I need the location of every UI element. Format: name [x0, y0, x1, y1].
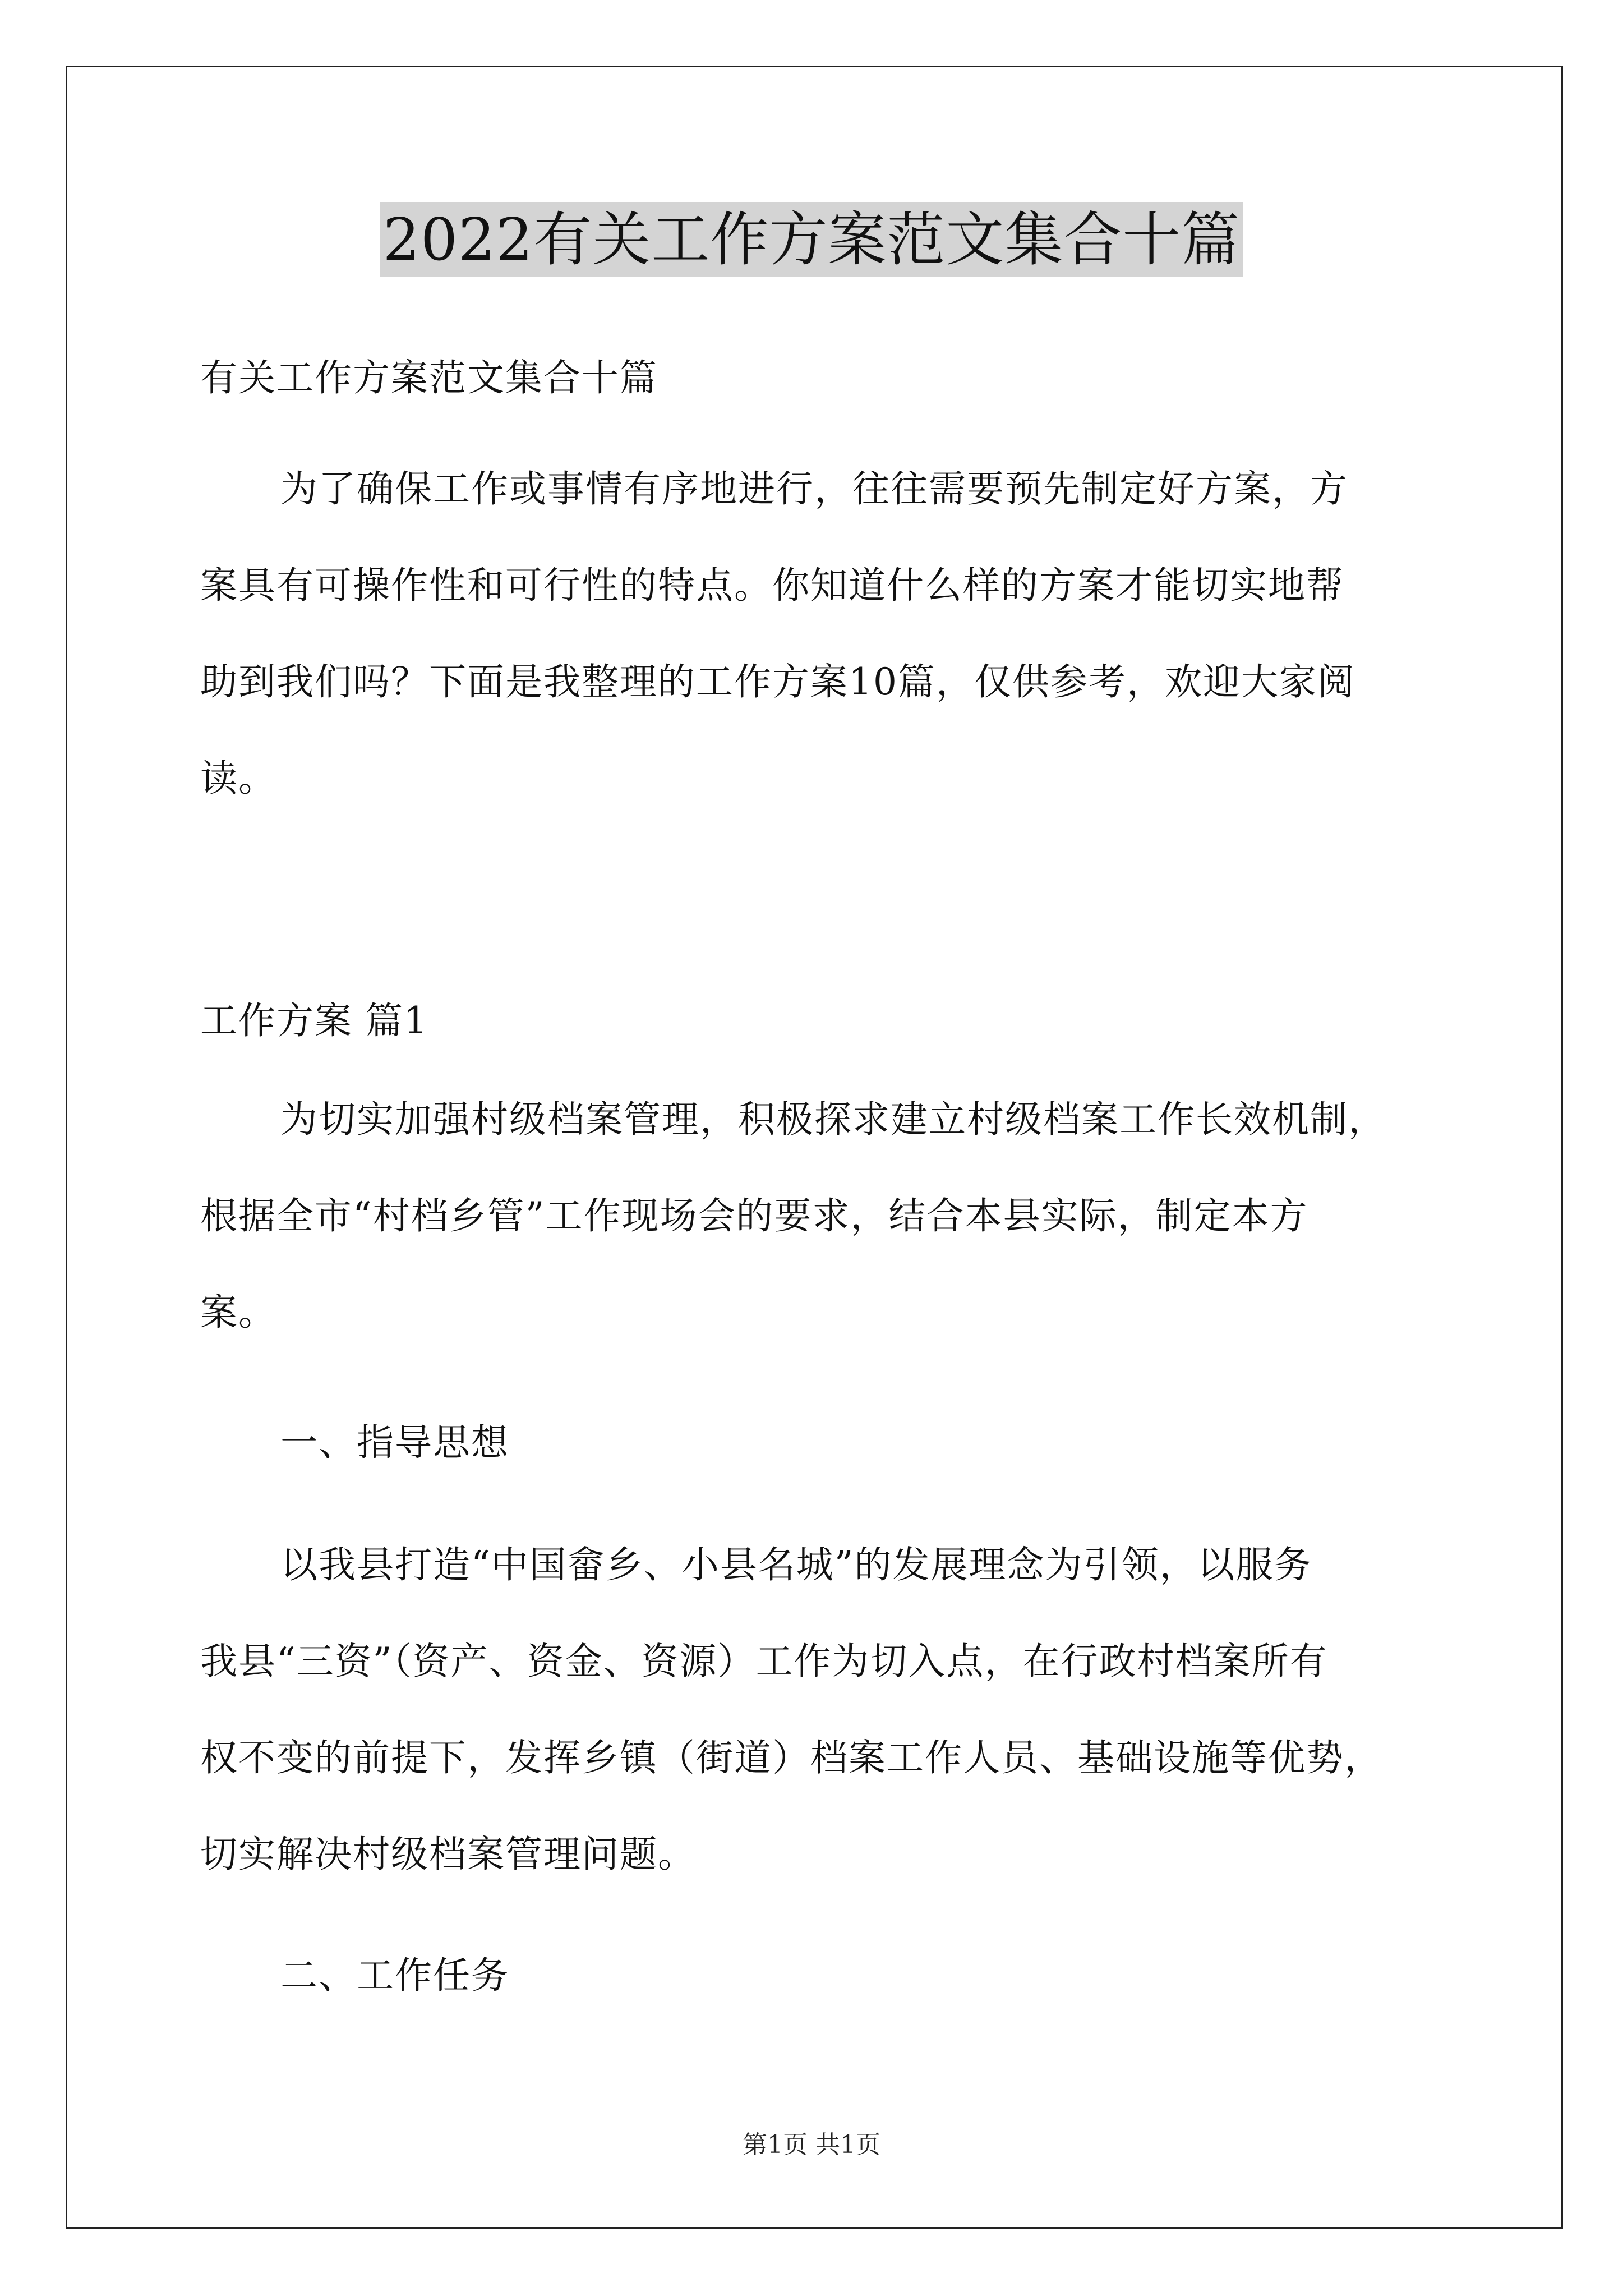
- guideline-line: 权不变的前提下，发挥乡镇（街道）档案工作人员、基础设施等优势，: [200, 1736, 1382, 1779]
- heading-guiding-ideology: 一、指导思想: [280, 1421, 509, 1464]
- intro-line: 助到我们吗？下面是我整理的工作方案10篇，仅供参考，欢迎大家阅: [200, 660, 1355, 703]
- guideline-line: 我县“三资”（资产、资金、资源）工作为切入点，在行政村档案所有: [200, 1640, 1328, 1683]
- guideline-line: 切实解决村级档案管理问题。: [200, 1833, 696, 1876]
- section-heading: 工作方案 篇1: [200, 999, 428, 1042]
- intro-line: 读。: [200, 757, 276, 800]
- intro-line: 为了确保工作或事情有序地进行，往往需要预先制定好方案，方: [280, 467, 1348, 510]
- intro-line: 案具有可操作性和可行性的特点。你知道什么样的方案才能切实地帮: [200, 564, 1344, 607]
- title-container: [0, 202, 1623, 277]
- section-line: 为切实加强村级档案管理，积极探求建立村级档案工作长效机制，: [280, 1098, 1386, 1141]
- section-line: 案。: [200, 1291, 276, 1334]
- section-line: 根据全市“村档乡管”工作现场会的要求，结合本县实际，制定本方: [200, 1194, 1308, 1237]
- page-footer: 第1页 共1页: [743, 2131, 880, 2159]
- document-subtitle: 有关工作方案范文集合十篇: [200, 356, 658, 399]
- guideline-line: 以我县打造“中国畲乡、小县名城”的发展理念为引领，以服务: [280, 1543, 1312, 1586]
- document-title: 2022有关工作方案范文集合十篇: [380, 202, 1244, 277]
- heading-work-tasks: 二、工作任务: [280, 1954, 509, 1997]
